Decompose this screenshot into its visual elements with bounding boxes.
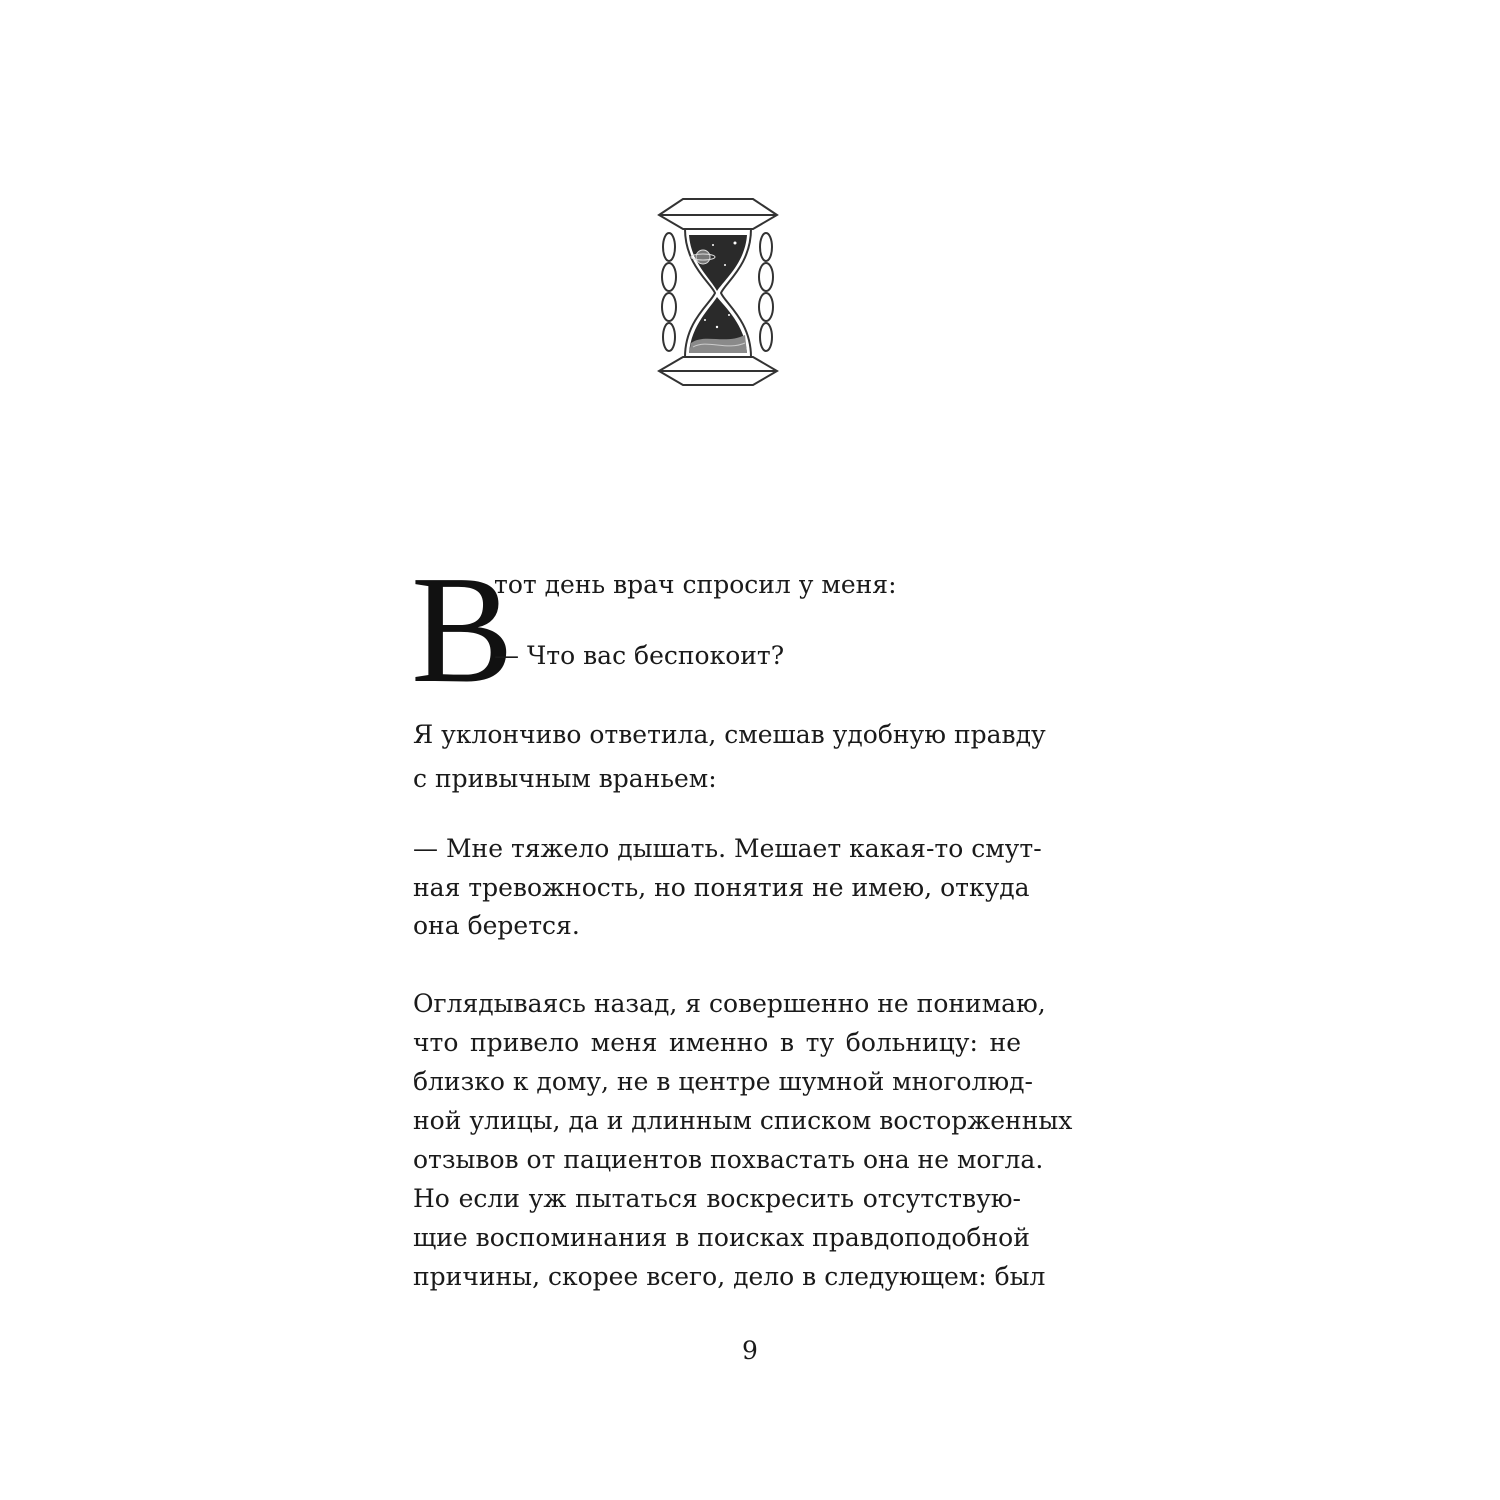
text-line: Оглядываясь назад, я совершенно не понимаю, xyxy=(413,989,1046,1018)
text-line: ной улицы, да и длинным списком восторженных xyxy=(413,1106,1073,1135)
text-line: что привело меня именно в ту больницу: не xyxy=(413,1028,1021,1057)
text-line: отзывов от пациентов похвастать она не могла. xyxy=(413,1145,1044,1174)
text-line: близко к дому, не в центре шумной многолюд- xyxy=(413,1067,1033,1096)
text-line: причины, скорее всего, дело в следующем: был xyxy=(413,1262,1046,1291)
text-line: Я уклончиво ответила, смешав удобную правду xyxy=(413,720,1046,749)
text-line: Но если уж пытаться воскресить отсутствую- xyxy=(413,1184,1021,1213)
hourglass-icon xyxy=(655,195,780,390)
text-line: она берется. xyxy=(413,911,580,940)
opening-line-1: тот день врач спросил у меня: xyxy=(494,570,897,599)
text-line: щие воспоминания в поисках правдоподобной xyxy=(413,1223,1030,1252)
text-line: — Мне тяжело дышать. Мешает какая-то смут- xyxy=(413,834,1042,863)
text-line: с привычным враньем: xyxy=(413,764,717,793)
drop-cap: В xyxy=(411,545,514,715)
text-line: ная тревожность, но понятия не имею, откуда xyxy=(413,873,1030,902)
opening-line-2: — Что вас беспокоит? xyxy=(494,641,785,670)
page-number: 9 xyxy=(742,1336,758,1365)
